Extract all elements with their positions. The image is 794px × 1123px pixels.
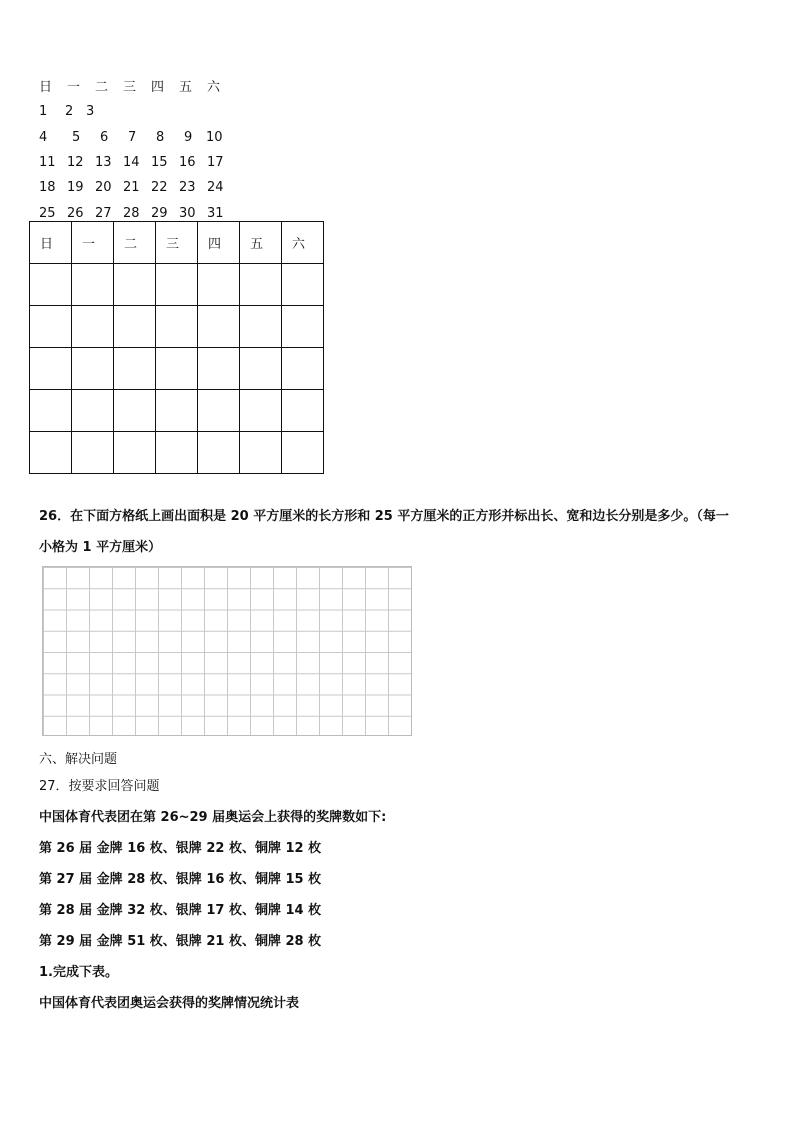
blank-cell[interactable] — [30, 348, 72, 390]
medal-line: 第 29 届 金牌 51 枚、银牌 21 枚、铜牌 28 枚 — [39, 934, 322, 949]
blank-cell[interactable] — [114, 390, 156, 432]
header-label: 二 — [124, 237, 138, 252]
table-header-cell — [114, 222, 156, 264]
sub-question-1: 1.完成下表。 — [39, 965, 118, 980]
question-27-intro: 中国体育代表团在第 26~29 届奥运会上获得的奖牌数如下: — [39, 810, 387, 825]
table-row — [30, 390, 324, 432]
calendar-day: 4 — [39, 130, 48, 145]
calendar-day: 9 — [184, 130, 193, 145]
blank-cell[interactable] — [156, 306, 198, 348]
blank-cell[interactable] — [30, 390, 72, 432]
calendar-day: 10 — [206, 130, 223, 145]
weekday-label: 五 — [179, 80, 193, 95]
calendar-day: 26 — [67, 206, 84, 221]
weekday-label: 四 — [151, 80, 165, 95]
blank-cell[interactable] — [156, 348, 198, 390]
calendar-day: 20 — [95, 180, 112, 195]
blank-cell[interactable] — [114, 306, 156, 348]
calendar-day: 29 — [151, 206, 168, 221]
blank-cell[interactable] — [114, 348, 156, 390]
weekday-label: 六 — [207, 80, 221, 95]
calendar-day: 14 — [123, 155, 140, 170]
blank-cell[interactable] — [282, 390, 324, 432]
blank-cell[interactable] — [240, 264, 282, 306]
question-27-title: 27．按要求回答问题 — [39, 779, 160, 794]
header-label: 日 — [40, 237, 54, 252]
blank-cell[interactable] — [240, 306, 282, 348]
blank-cell[interactable] — [156, 390, 198, 432]
blank-cell[interactable] — [114, 432, 156, 474]
weekday-label: 一 — [67, 80, 81, 95]
calendar-day: 11 — [39, 155, 56, 170]
header-label: 一 — [82, 237, 96, 252]
section-title: 六、解决问题 — [39, 752, 118, 767]
table-header-cell — [240, 222, 282, 264]
medal-line: 第 26 届 金牌 16 枚、银牌 22 枚、铜牌 12 枚 — [39, 841, 322, 856]
header-label: 五 — [250, 237, 264, 252]
calendar-day: 30 — [179, 206, 196, 221]
blank-cell[interactable] — [198, 306, 240, 348]
blank-cell[interactable] — [240, 348, 282, 390]
blank-cell[interactable] — [30, 306, 72, 348]
calendar-day: 19 — [67, 180, 84, 195]
table-header-cell — [72, 222, 114, 264]
calendar-day: 22 — [151, 180, 168, 195]
blank-cell[interactable] — [114, 264, 156, 306]
blank-cell[interactable] — [72, 348, 114, 390]
calendar-day: 27 — [95, 206, 112, 221]
table-header-cell — [282, 222, 324, 264]
calendar-day: 21 — [123, 180, 140, 195]
weekday-label: 二 — [95, 80, 109, 95]
calendar-day: 13 — [95, 155, 112, 170]
blank-cell[interactable] — [240, 432, 282, 474]
calendar-day: 23 — [179, 180, 196, 195]
weekday-label: 三 — [123, 80, 137, 95]
header-label: 六 — [292, 237, 306, 252]
blank-cell[interactable] — [30, 432, 72, 474]
blank-cell[interactable] — [156, 264, 198, 306]
calendar-day: 18 — [39, 180, 56, 195]
calendar-day: 3 — [86, 104, 95, 119]
calendar-day: 31 — [207, 206, 224, 221]
blank-cell[interactable] — [282, 348, 324, 390]
calendar-day: 28 — [123, 206, 140, 221]
calendar-day: 12 — [67, 155, 84, 170]
question-26-line-2: 小格为 1 平方厘米） — [39, 540, 162, 555]
blank-cell[interactable] — [282, 432, 324, 474]
header-label: 三 — [166, 237, 180, 252]
table-row — [30, 264, 324, 306]
table-header-cell — [30, 222, 72, 264]
blank-cell[interactable] — [156, 432, 198, 474]
calendar-day: 15 — [151, 155, 168, 170]
calendar-day: 25 — [39, 206, 56, 221]
calendar-day: 7 — [128, 130, 137, 145]
blank-cell[interactable] — [30, 264, 72, 306]
statistics-table-title: 中国体育代表团奥运会获得的奖牌情况统计表 — [39, 996, 300, 1011]
blank-cell[interactable] — [282, 306, 324, 348]
blank-cell[interactable] — [198, 348, 240, 390]
blank-cell[interactable] — [198, 432, 240, 474]
table-header-row — [30, 222, 324, 264]
table-row — [30, 348, 324, 390]
calendar-day: 2 — [65, 104, 74, 119]
calendar-day: 5 — [72, 130, 81, 145]
calendar-day: 8 — [156, 130, 165, 145]
blank-cell[interactable] — [198, 264, 240, 306]
question-26-line-1: 26．在下面方格纸上画出面积是 20 平方厘米的长方形和 25 平方厘米的正方形并标出长、宽和边长分别是多少。（每一 — [39, 509, 729, 524]
blank-cell[interactable] — [72, 390, 114, 432]
blank-cell[interactable] — [282, 264, 324, 306]
table-header-cell — [156, 222, 198, 264]
blank-cell[interactable] — [72, 264, 114, 306]
calendar-day: 17 — [207, 155, 224, 170]
table-header-cell — [198, 222, 240, 264]
weekday-label: 日 — [39, 80, 53, 95]
blank-cell[interactable] — [72, 306, 114, 348]
calendar-day: 6 — [100, 130, 109, 145]
header-label: 四 — [208, 237, 222, 252]
graph-paper-grid[interactable] — [42, 566, 412, 736]
medal-line: 第 27 届 金牌 28 枚、银牌 16 枚、铜牌 15 枚 — [39, 872, 322, 887]
blank-calendar-table — [29, 221, 324, 474]
calendar-day: 16 — [179, 155, 196, 170]
calendar-day: 1 — [39, 104, 48, 119]
medal-line: 第 28 届 金牌 32 枚、银牌 17 枚、铜牌 14 枚 — [39, 903, 322, 918]
blank-cell[interactable] — [198, 390, 240, 432]
table-row — [30, 306, 324, 348]
table-row — [30, 432, 324, 474]
blank-cell[interactable] — [72, 432, 114, 474]
calendar-day: 24 — [207, 180, 224, 195]
blank-cell[interactable] — [240, 390, 282, 432]
